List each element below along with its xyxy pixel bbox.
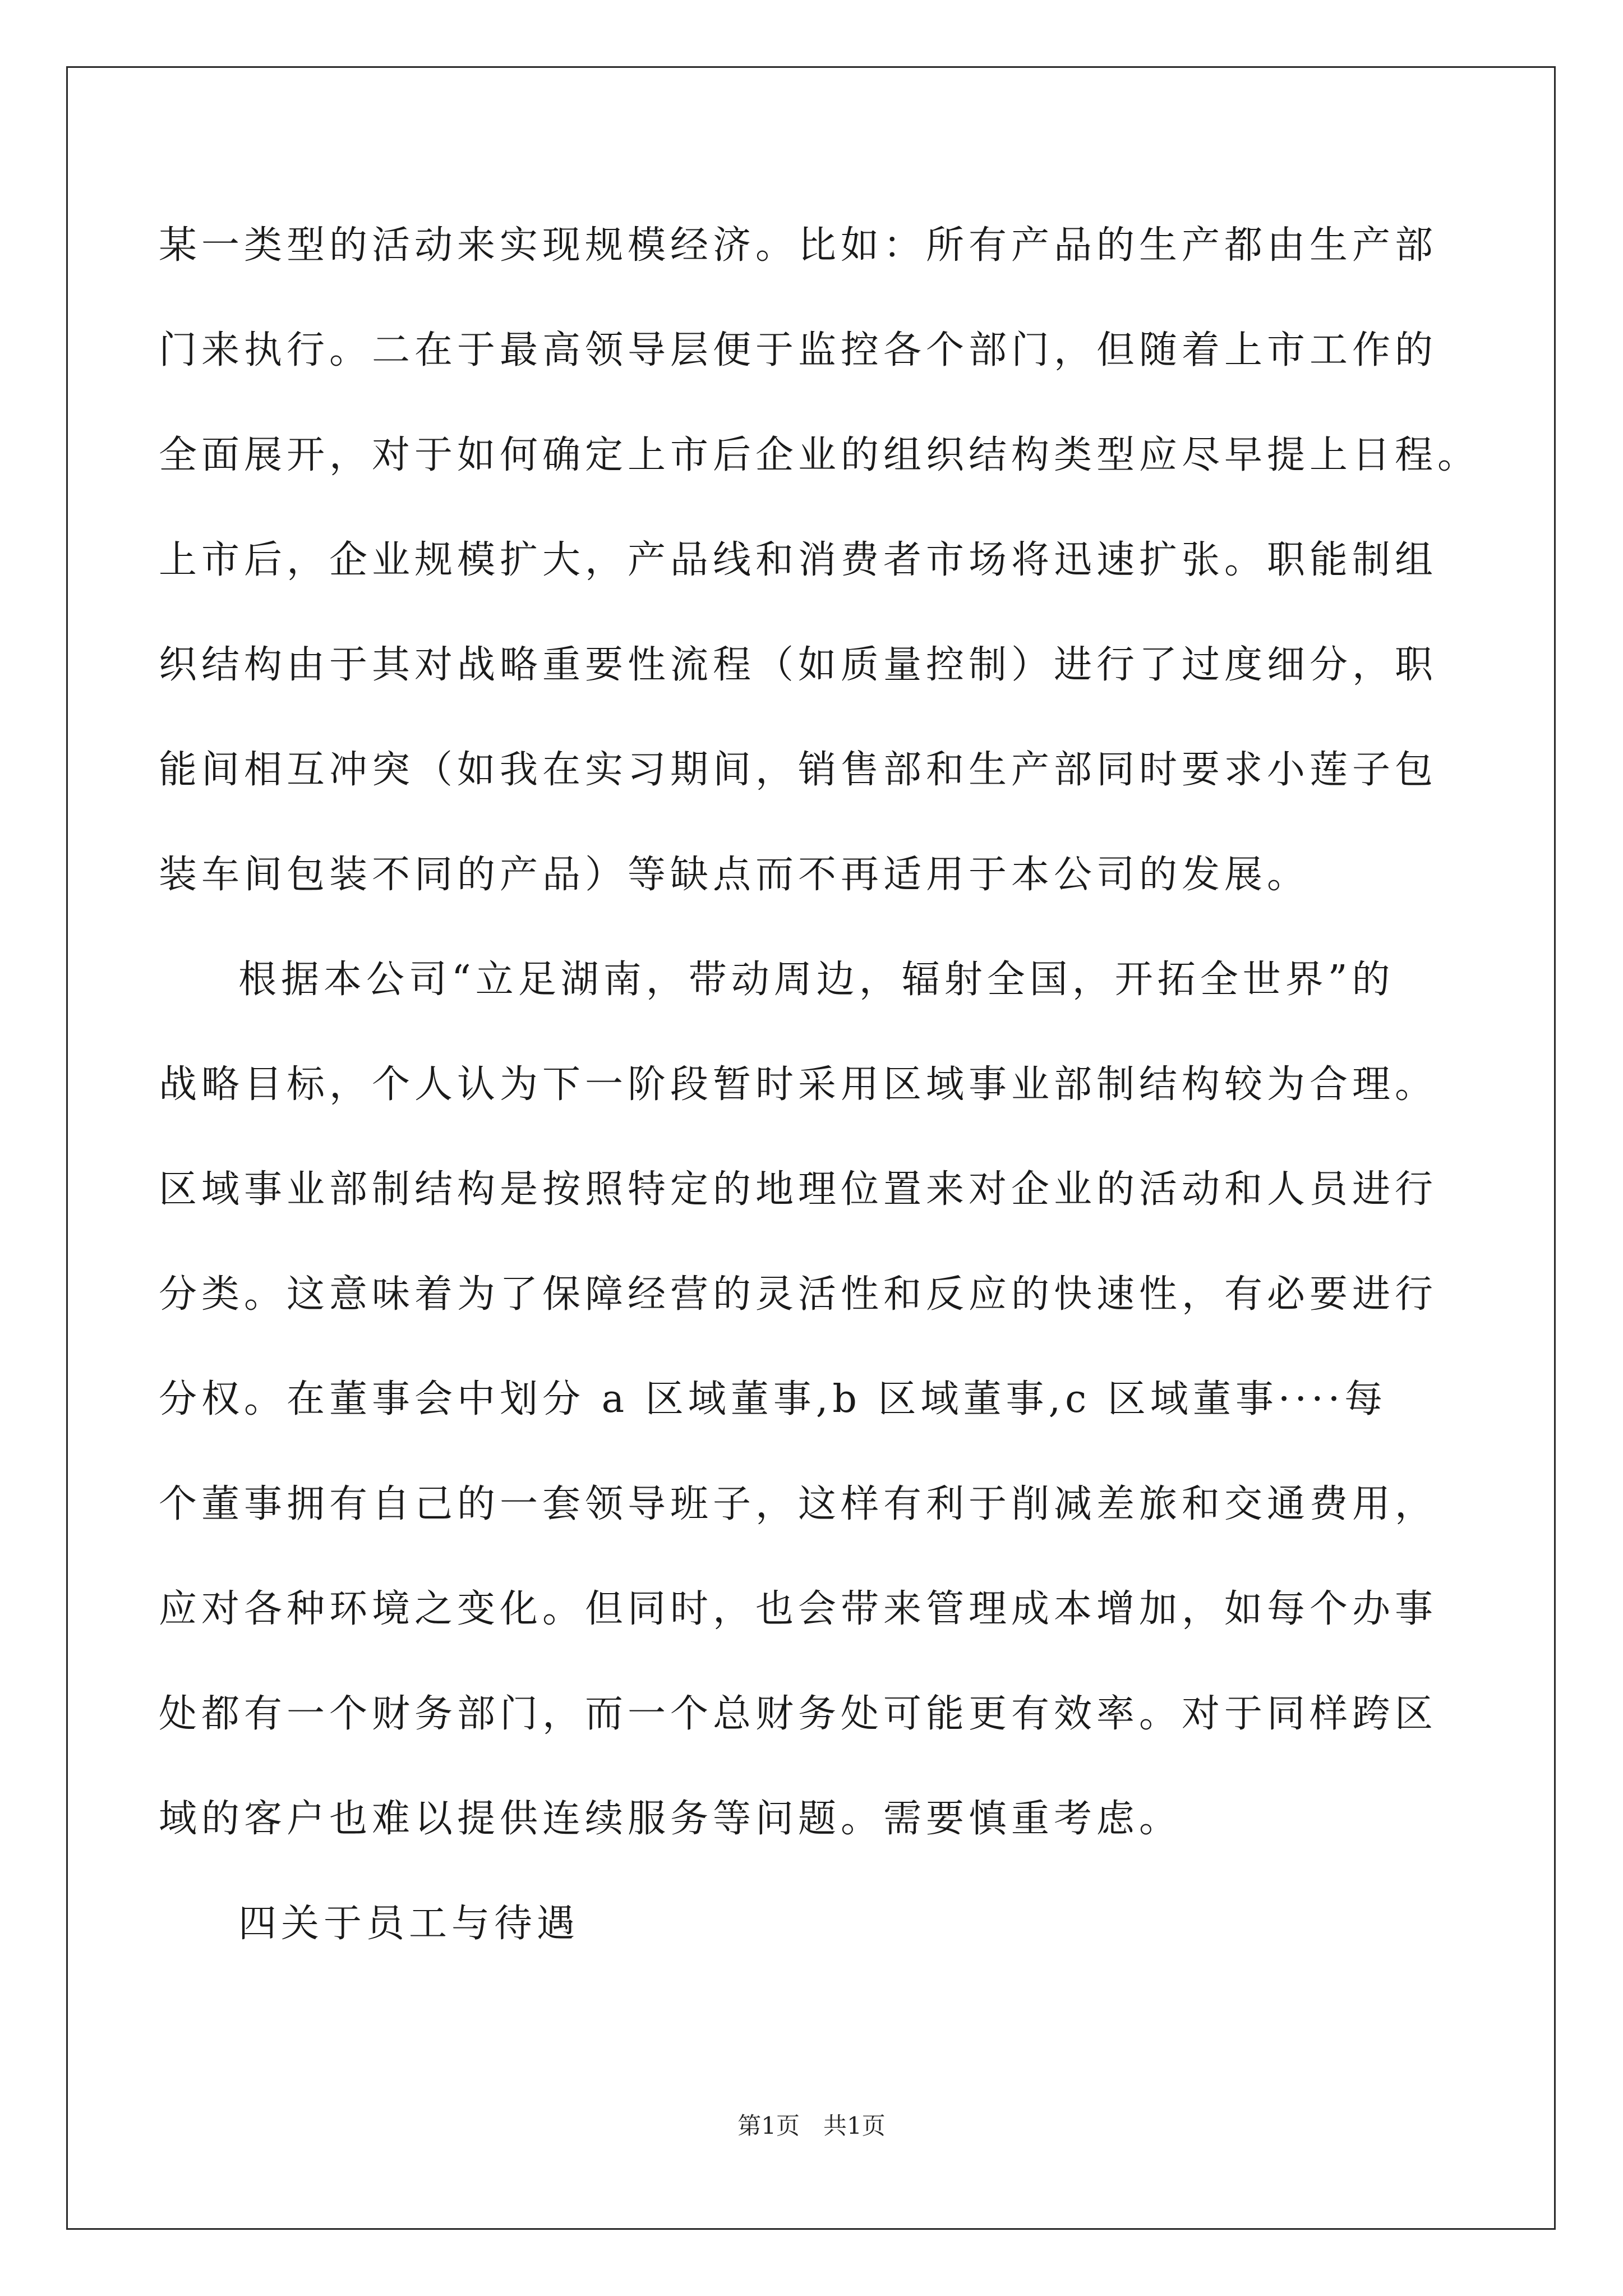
- text-line: 上市后，企业规模扩大，产品线和消费者市场将迅速扩张。职能制组: [159, 538, 1438, 582]
- text-line: 织结构由于其对战略重要性流程（如质量控制）进行了过度细分，职: [159, 643, 1438, 687]
- page-number: 第1页 共1页: [737, 2112, 886, 2139]
- text-line: 某一类型的活动来实现规模经济。比如：所有产品的生产都由生产部: [159, 223, 1438, 268]
- text-line: 区域事业部制结构是按照特定的地理位置来对企业的活动和人员进行: [159, 1167, 1438, 1212]
- paragraph-start-line: 根据本公司“立足湖南，带动周边，辐射全国，开拓全世界”的: [238, 958, 1395, 1002]
- text-line: 应对各种环境之变化。但同时，也会带来管理成本增加，如每个办事: [159, 1587, 1438, 1631]
- document-body: [159, 212, 1481, 1995]
- text-line: 分权。在董事会中划分 a 区域董事,b 区域董事,c 区域董事····每: [159, 1377, 1387, 1421]
- text-line: 门来执行。二在于最高领导层便于监控各个部门，但随着上市工作的: [159, 328, 1438, 372]
- section-heading: 四关于员工与待遇: [238, 1902, 580, 1946]
- text-line: 域的客户也难以提供连续服务等问题。需要慎重考虑。: [159, 1797, 1182, 1841]
- text-line: 战略目标，个人认为下一阶段暂时采用区域事业部制结构较为合理。: [159, 1062, 1438, 1107]
- text-line: 分类。这意味着为了保障经营的灵活性和反应的快速性，有必要进行: [159, 1272, 1438, 1317]
- text-line: 个董事拥有自己的一套领导班子，这样有利于削减差旅和交通费用，: [159, 1482, 1438, 1526]
- text-line: 能间相互冲突（如我在实习期间，销售部和生产部同时要求小莲子包: [159, 748, 1438, 792]
- text-line: 装车间包装不同的产品）等缺点而不再适用于本公司的发展。: [159, 853, 1310, 897]
- text-line: 全面展开，对于如何确定上市后企业的组织结构类型应尽早提上日程。: [159, 433, 1481, 477]
- text-line: 处都有一个财务部门，而一个总财务处可能更有效率。对于同样跨区: [159, 1692, 1438, 1736]
